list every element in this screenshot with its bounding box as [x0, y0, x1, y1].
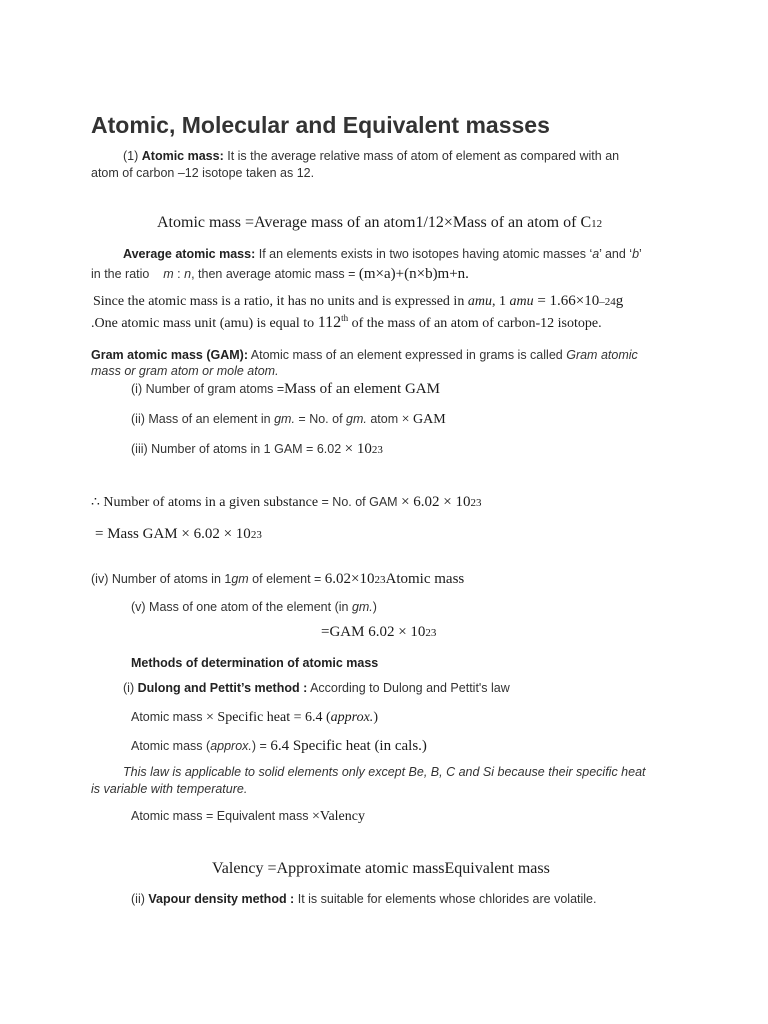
- vapour-text: It is suitable for elements whose chlorides are volatile.: [297, 892, 597, 906]
- gam-line1: [91, 348, 638, 362]
- gam-item-ii-gm1: gm.: [274, 412, 295, 426]
- amu-fraction: 112: [317, 314, 342, 331]
- amu-line1: [93, 293, 623, 310]
- gam-item-ii-formula: × GAM: [401, 412, 446, 427]
- item-iv-formula-a: 6.02×10: [324, 571, 375, 587]
- gam-item-i: [131, 381, 440, 398]
- atomic-mass-label: Atomic mass:: [141, 149, 224, 163]
- gam-line2: [91, 364, 279, 378]
- therefore-exp: 23: [470, 497, 482, 509]
- amu-term-1: amu: [467, 294, 492, 309]
- item-iv: [91, 571, 464, 588]
- methods-heading-text: Methods of determination of atomic mass: [131, 656, 379, 670]
- item-iv-gm: gm: [231, 572, 249, 586]
- therefore-line: [91, 494, 481, 511]
- var-n: n: [184, 267, 192, 281]
- gam-item-iii-times: × 10: [344, 441, 372, 457]
- valency-f1-a: Atomic mass = Equivalent mass: [131, 809, 312, 823]
- dulong-formula-1: [131, 710, 378, 726]
- therefore-text-b: = No. of GAM: [318, 495, 402, 509]
- amu-text-a: Since the atomic mass is a ratio, it has no units and is expressed in: [93, 294, 468, 309]
- gam-text: Atomic mass of an element expressed in grams is called: [250, 348, 563, 362]
- item-v-formula-text: =GAM 6.02 × 10: [321, 624, 426, 640]
- gam-item-i-formula: Mass of an element GAM: [284, 381, 440, 397]
- amu-text-b: , 1: [491, 294, 510, 309]
- atomic-mass-formula-sub: 12: [591, 218, 603, 230]
- item-iv-exp: 23: [374, 574, 386, 586]
- gam-item-iii-label: (iii) Number of atoms in 1 GAM = 6.02: [131, 442, 345, 456]
- dulong-number: (i): [123, 681, 135, 695]
- average-atomic-mass-label: Average atomic mass:: [123, 247, 256, 261]
- atomic-mass-line1: [123, 149, 619, 163]
- dulong-f1-b: × Specific heat = 6.4 (: [206, 710, 331, 725]
- valency-formula-2: Valency =Approximate atomic massEquivalent mass: [212, 860, 550, 877]
- dulong-text: According to Dulong and Pettit's law: [310, 681, 510, 695]
- gam-item-ii-b: = No. of: [294, 412, 347, 426]
- equals-line-text: = Mass GAM × 6.02 × 10: [95, 526, 251, 542]
- vapour-line: [131, 892, 596, 906]
- item-v: [131, 600, 377, 614]
- gam-italic-1: Gram atomic: [566, 348, 638, 362]
- page-title: Atomic, Molecular and Equivalent masses: [91, 112, 550, 138]
- dulong-f2-a: Atomic mass (: [131, 739, 211, 753]
- average-atomic-mass-line1: [123, 247, 642, 261]
- var-m: m: [163, 267, 174, 281]
- equals-line-exp: 23: [250, 529, 262, 541]
- amu-unit: g: [615, 293, 624, 309]
- var-a: a: [592, 247, 600, 261]
- law-note-line2: is variable with temperature.: [91, 782, 248, 796]
- gam-italic-2: mass or gram atom or mole atom.: [91, 364, 279, 378]
- average-text-c: ’: [639, 247, 642, 261]
- average-text-a: If an elements exists in two isotopes having atomic masses ‘: [258, 247, 593, 261]
- dulong-f2-b: ) =: [251, 739, 271, 753]
- var-b: b: [632, 247, 640, 261]
- item-v-label-b: ): [372, 600, 377, 614]
- therefore-formula: × 6.02 × 10: [401, 494, 471, 510]
- vapour-number: (ii): [131, 892, 145, 906]
- gam-item-ii-c: atom: [366, 412, 402, 426]
- gam-item-iii-exp: 23: [371, 444, 383, 456]
- item-v-formula: [321, 624, 436, 641]
- dulong-f2-approx: approx.: [210, 739, 252, 753]
- ratio-text: in the ratio: [91, 267, 150, 281]
- dulong-f1-c: ): [373, 710, 378, 725]
- atomic-mass-text-1: It is the average relative mass of atom of element as compared with an: [227, 149, 620, 163]
- dulong-formula-2: [131, 738, 427, 755]
- methods-heading: [131, 656, 378, 670]
- valency-f1-b: ×Valency: [311, 809, 365, 824]
- therefore-icon: ∴: [91, 495, 100, 510]
- item-v-label-a: (v) Mass of one atom of the element (in: [131, 600, 352, 614]
- amu-exponent: –24: [599, 296, 616, 308]
- equals-line: [95, 526, 262, 543]
- atomic-mass-formula: [157, 214, 602, 232]
- gam-item-ii-a: (ii) Mass of an element in: [131, 412, 275, 426]
- valency-formula-1: [131, 809, 365, 825]
- amu-text-d: of the mass of an atom of carbon-12 isotope.: [348, 316, 602, 331]
- item-v-exp: 23: [425, 627, 437, 639]
- therefore-text-a: Number of atoms in a given substance: [99, 495, 319, 510]
- gam-label: Gram atomic mass (GAM):: [91, 348, 248, 362]
- item-iv-formula-b: Atomic mass: [385, 571, 465, 587]
- law-note-line1: This law is applicable to solid elements only except Be, B, C and Si because their specific heat: [123, 765, 646, 779]
- ratio-sep: :: [173, 267, 185, 281]
- gam-item-ii-gm2: gm.: [346, 412, 367, 426]
- item-v-gm: gm.: [351, 600, 373, 614]
- gam-item-ii: [131, 412, 446, 428]
- item-iv-label-a: (iv) Number of atoms in 1: [91, 572, 232, 586]
- vapour-label: Vapour density method :: [148, 892, 295, 906]
- average-atomic-mass-formula: (m×a)+(n×b)m+n.: [358, 266, 469, 282]
- amu-line2: [91, 313, 602, 332]
- gam-item-iii: [131, 441, 383, 458]
- amu-text-c: .One atomic mass unit (amu) is equal to: [91, 316, 318, 331]
- item-iv-label-b: of element =: [248, 572, 325, 586]
- average-text-d: , then average atomic mass =: [191, 267, 359, 281]
- atomic-mass-line2: atom of carbon –12 isotope taken as 12.: [91, 166, 315, 180]
- amu-term-2: amu: [509, 294, 534, 309]
- average-atomic-mass-line2: [91, 266, 469, 283]
- dulong-f1-approx: approx.: [330, 710, 374, 725]
- gam-item-i-label: (i) Number of gram atoms =: [131, 382, 285, 396]
- amu-value: = 1.66×10: [533, 293, 600, 309]
- dulong-label: Dulong and Pettit’s method :: [137, 681, 308, 695]
- atomic-mass-number: (1): [123, 149, 139, 163]
- average-text-b: ’ and ‘: [599, 247, 633, 261]
- dulong-line: [123, 681, 510, 695]
- amu-fraction-sup: th: [341, 313, 349, 323]
- atomic-mass-formula-main: Atomic mass =Average mass of an atom1/12×Mass of an atom of C: [157, 214, 592, 231]
- dulong-f2-formula: 6.4 Specific heat (in cals.): [270, 738, 427, 754]
- dulong-f1-a: Atomic mass: [131, 710, 207, 724]
